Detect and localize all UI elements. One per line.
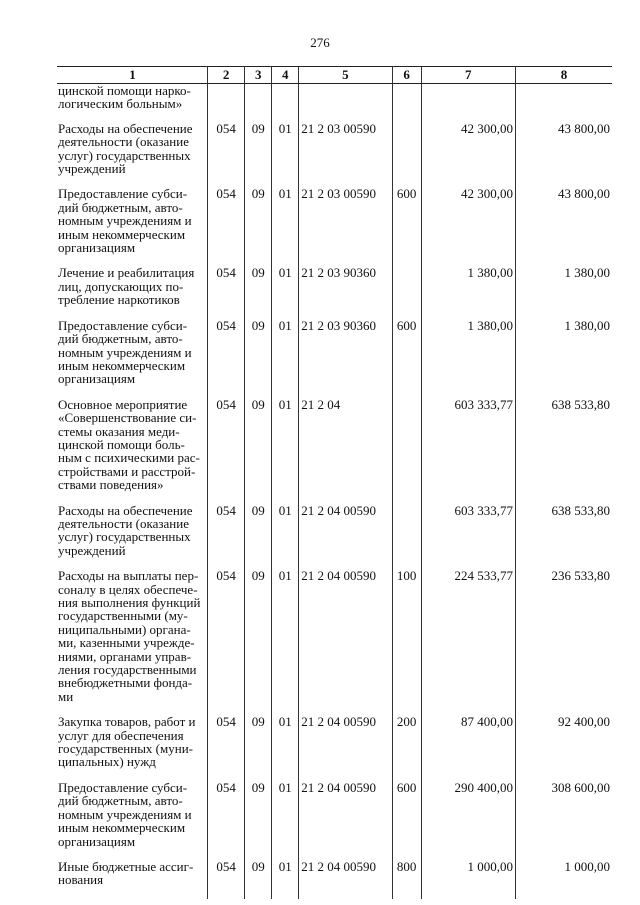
- target-article-cell: 21 2 03 90360: [299, 319, 392, 398]
- row-description: [57, 84, 207, 122]
- description-line: деятельности (оказание: [58, 515, 189, 531]
- section-cell: 09: [245, 715, 272, 781]
- expense-type-cell: [392, 398, 421, 504]
- amount-cell: 308 600,00: [515, 781, 612, 860]
- description-line: соналу в целях обеспече-: [58, 581, 198, 597]
- row-description: [57, 319, 207, 398]
- description-line: организациям: [58, 833, 136, 849]
- description-line: стемы оказания меди-: [58, 423, 180, 439]
- table-row: [57, 398, 612, 504]
- description-line: Расходы на обеспечение: [58, 120, 193, 136]
- description-line: Закупка товаров, работ и: [58, 714, 196, 730]
- expense-type-cell: 600: [392, 187, 421, 266]
- target-article-cell: 21 2 04 00590: [299, 781, 392, 860]
- description-line: Предоставление субси-: [58, 186, 188, 202]
- subsection-cell: 01: [272, 569, 299, 715]
- amount-cell: 1 380,00: [515, 266, 612, 318]
- description-line: цинской помощи нарко-: [58, 83, 191, 98]
- description-line: дий бюджетным, авто-: [58, 199, 183, 215]
- amount-cell: 1 000,00: [515, 860, 612, 899]
- section-cell: 09: [245, 569, 272, 715]
- target-article-cell: 21 2 04 00590: [299, 715, 392, 781]
- description-line: ниями, органами управ-: [58, 648, 192, 664]
- description-line: ным с психическими рас-: [58, 450, 200, 466]
- row-description: [57, 504, 207, 570]
- amount-cell: 43 800,00: [515, 122, 612, 188]
- amount-cell: 92 400,00: [515, 715, 612, 781]
- description-line: учреждений: [58, 161, 126, 177]
- column-header: 1: [57, 67, 207, 84]
- description-line: организациям: [58, 240, 136, 256]
- description-line: Иные бюджетные ассиг-: [58, 858, 194, 874]
- description-line: ципальных) нужд: [58, 754, 156, 770]
- column-header: 2: [207, 67, 244, 84]
- amount-cell: 1 380,00: [515, 319, 612, 398]
- row-description: [57, 715, 207, 781]
- org-code-cell: [207, 84, 244, 122]
- section-cell: 09: [245, 266, 272, 318]
- description-line: лиц, допускающих по-: [58, 278, 184, 294]
- amount-cell: [515, 84, 612, 122]
- description-line: государственными (му-: [58, 608, 188, 624]
- description-line: логическим больным»: [58, 96, 183, 112]
- description-line: ниципальными) органа-: [58, 621, 191, 637]
- expense-type-cell: [392, 122, 421, 188]
- budget-table: [57, 66, 612, 899]
- target-article-cell: 21 2 04: [299, 398, 392, 504]
- org-code-cell: 054: [207, 504, 244, 570]
- amount-cell: 224 533,77: [421, 569, 515, 715]
- subsection-cell: 01: [272, 715, 299, 781]
- description-line: ствами поведения»: [58, 477, 164, 493]
- amount-cell: 638 533,80: [515, 398, 612, 504]
- table-row: [57, 84, 612, 122]
- description-line: внебюджетными фонда-: [58, 675, 193, 691]
- description-line: услуг) государственных: [58, 529, 191, 545]
- amount-cell: 43 800,00: [515, 187, 612, 266]
- table-row: [57, 781, 612, 860]
- row-description: [57, 781, 207, 860]
- target-article-cell: 21 2 04 00590: [299, 860, 392, 899]
- section-cell: 09: [245, 398, 272, 504]
- description-line: Лечение и реабилитация: [58, 265, 195, 281]
- table-row: [57, 187, 612, 266]
- description-line: Предоставление субси-: [58, 317, 188, 333]
- description-line: услуг) государственных: [58, 147, 191, 163]
- org-code-cell: 054: [207, 398, 244, 504]
- description-line: государственных (муни-: [58, 741, 193, 757]
- section-cell: 09: [245, 122, 272, 188]
- amount-cell: 1 380,00: [421, 319, 515, 398]
- org-code-cell: 054: [207, 187, 244, 266]
- amount-cell: 290 400,00: [421, 781, 515, 860]
- description-line: иным некоммерческим: [58, 820, 186, 836]
- amount-cell: 603 333,77: [421, 504, 515, 570]
- amount-cell: 1 380,00: [421, 266, 515, 318]
- description-line: организациям: [58, 371, 136, 387]
- description-line: стройствами и расстрой-: [58, 463, 196, 479]
- org-code-cell: 054: [207, 569, 244, 715]
- page-number: 276: [310, 35, 330, 50]
- column-header: 5: [299, 67, 392, 84]
- section-cell: 09: [245, 187, 272, 266]
- description-line: «Совершенствование си-: [58, 410, 197, 426]
- table-row: [57, 122, 612, 188]
- org-code-cell: 054: [207, 319, 244, 398]
- section-cell: 09: [245, 781, 272, 860]
- description-line: ми: [58, 688, 74, 704]
- row-description: [57, 569, 207, 715]
- table-row: [57, 319, 612, 398]
- description-line: учреждений: [58, 542, 126, 558]
- section-cell: 09: [245, 319, 272, 398]
- table-row: [57, 860, 612, 899]
- amount-cell: 1 000,00: [421, 860, 515, 899]
- expense-type-cell: 200: [392, 715, 421, 781]
- column-header: 3: [245, 67, 272, 84]
- table-row: [57, 504, 612, 570]
- amount-cell: 236 533,80: [515, 569, 612, 715]
- org-code-cell: 054: [207, 715, 244, 781]
- target-article-cell: 21 2 03 00590: [299, 122, 392, 188]
- amount-cell: [421, 84, 515, 122]
- target-article-cell: [299, 84, 392, 122]
- row-description: [57, 187, 207, 266]
- target-article-cell: 21 2 03 00590: [299, 187, 392, 266]
- amount-cell: 603 333,77: [421, 398, 515, 504]
- expense-type-cell: [392, 504, 421, 570]
- column-header: 4: [272, 67, 299, 84]
- table-row: [57, 715, 612, 781]
- description-line: ния выполнения функций: [58, 595, 201, 610]
- row-description: [57, 122, 207, 188]
- expense-type-cell: 800: [392, 860, 421, 899]
- description-line: Расходы на выплаты пер-: [58, 568, 199, 584]
- row-description: [57, 266, 207, 318]
- description-line: ления государственными: [58, 662, 197, 678]
- description-line: дий бюджетным, авто-: [58, 793, 183, 809]
- description-line: Основное мероприятие: [58, 396, 188, 412]
- description-line: нования: [58, 872, 104, 888]
- description-line: номным учреждениям и: [58, 806, 192, 822]
- description-line: Предоставление субси-: [58, 779, 188, 795]
- target-article-cell: 21 2 04 00590: [299, 504, 392, 570]
- expense-type-cell: 100: [392, 569, 421, 715]
- description-line: цинской помощи боль-: [58, 436, 185, 452]
- section-cell: 09: [245, 860, 272, 899]
- subsection-cell: 01: [272, 187, 299, 266]
- target-article-cell: 21 2 03 90360: [299, 266, 392, 318]
- subsection-cell: 01: [272, 781, 299, 860]
- subsection-cell: [272, 84, 299, 122]
- column-header: 7: [421, 67, 515, 84]
- table-row: [57, 569, 612, 715]
- target-article-cell: 21 2 04 00590: [299, 569, 392, 715]
- expense-type-cell: [392, 266, 421, 318]
- row-description: [57, 860, 207, 899]
- description-line: дий бюджетным, авто-: [58, 331, 183, 347]
- org-code-cell: 054: [207, 860, 244, 899]
- description-line: номным учреждениям и: [58, 344, 192, 360]
- subsection-cell: 01: [272, 122, 299, 188]
- subsection-cell: 01: [272, 504, 299, 570]
- section-cell: [245, 84, 272, 122]
- section-cell: 09: [245, 504, 272, 570]
- description-line: Расходы на обеспечение: [58, 502, 193, 518]
- subsection-cell: 01: [272, 266, 299, 318]
- subsection-cell: 01: [272, 860, 299, 899]
- amount-cell: 87 400,00: [421, 715, 515, 781]
- amount-cell: 42 300,00: [421, 187, 515, 266]
- org-code-cell: 054: [207, 266, 244, 318]
- expense-type-cell: [392, 84, 421, 122]
- amount-cell: 638 533,80: [515, 504, 612, 570]
- org-code-cell: 054: [207, 781, 244, 860]
- expense-type-cell: 600: [392, 781, 421, 860]
- amount-cell: 42 300,00: [421, 122, 515, 188]
- org-code-cell: 054: [207, 122, 244, 188]
- expense-type-cell: 600: [392, 319, 421, 398]
- description-line: номным учреждениям и: [58, 213, 192, 229]
- description-line: услуг для обеспечения: [58, 727, 184, 743]
- row-description: [57, 398, 207, 504]
- column-header: 6: [392, 67, 421, 84]
- description-line: ми, казенными учрежде-: [58, 635, 195, 651]
- table-row: [57, 266, 612, 318]
- description-line: требление наркотиков: [58, 292, 180, 308]
- subsection-cell: 01: [272, 398, 299, 504]
- description-line: деятельности (оказание: [58, 134, 189, 150]
- description-line: иным некоммерческим: [58, 226, 186, 242]
- subsection-cell: 01: [272, 319, 299, 398]
- column-header: 8: [515, 67, 612, 84]
- description-line: иным некоммерческим: [58, 357, 186, 373]
- table-header-row: [57, 67, 612, 84]
